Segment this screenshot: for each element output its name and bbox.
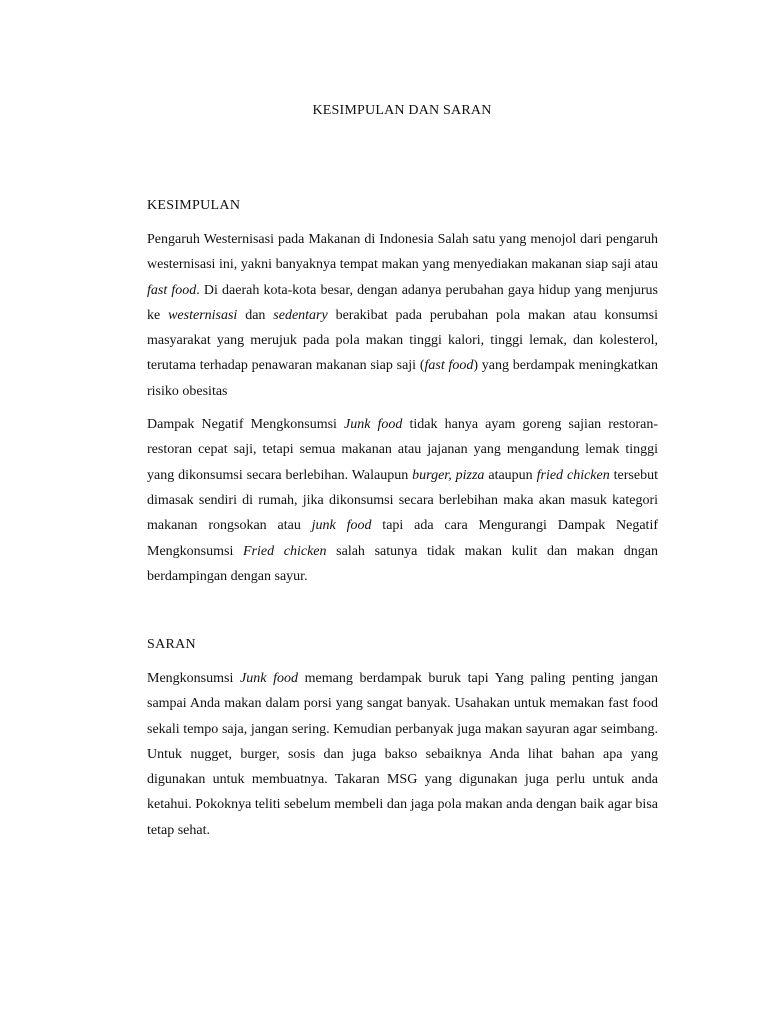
italic-text-run: westernisasi (168, 307, 238, 323)
section-saran (147, 636, 658, 843)
document-title: KESIMPULAN DAN SARAN (312, 103, 492, 118)
text-run: Pengaruh Westernisasi pada Makanan di Indonesia Salah satu yang menojol dari pengaruh westernisasi ini, yakni banyaknya tempat makan yang menyediakan makanan siap saji atau (147, 232, 658, 273)
text-run: Dampak Negatif Mengkonsumsi (147, 417, 345, 433)
italic-text-run: fast food (424, 358, 474, 374)
section-kesimpulan (147, 197, 658, 589)
italic-text-run: sedentary (273, 307, 328, 323)
text-run: tersebut dimasak sendiri di rumah, jika dikonsumsi secara berlebihan maka akan masuk kategori makanan rongsokan atau (147, 467, 658, 534)
text-run: tapi ada cara Mengurangi Dampak Negatif Mengkonsumsi (147, 518, 658, 559)
text-run: . Di daerah kota-kota besar, dengan adanya perubahan gaya hidup yang menjurus ke (147, 282, 658, 323)
text-run: berakibat pada perubahan pola makan atau konsumsi masyarakat yang merujuk pada pola makan tinggi kalori, tinggi lemak, dan kolesterol, terutama terhadap penawaran makanan siap saji ( (147, 307, 659, 374)
italic-text-run: Fried chicken (243, 543, 327, 559)
italic-text-run: Junk food (240, 671, 298, 686)
italic-text-run: fried chicken (536, 467, 610, 483)
text-run: dan (237, 307, 274, 323)
section-heading-kesimpulan: KESIMPULAN (147, 198, 241, 213)
italic-text-run: junk food (311, 518, 372, 534)
italic-text-run: Junk food (344, 417, 403, 433)
text-run: ) yang berdampak meningkatkan risiko obesitas (147, 358, 658, 399)
paragraph (147, 227, 658, 404)
text-run: salah satunya tidak makan kulit dan makan dngan berdampingan dengan sayur. (147, 543, 658, 584)
paragraph (147, 412, 658, 589)
text-run: ataupun (484, 467, 537, 483)
text-run: Mengkonsumsi (147, 671, 240, 686)
text-run: memang berdampak buruk tapi Yang paling penting jangan sampai Anda makan dalam porsi yang sangat banyak. Usahakan untuk memakan fast food sekali tempo saja, jangan sering. Kemudian perbanyak juga makan sayuran agar seimbang. Untuk nugget, burger, sosis dan juga bakso sebaiknya Anda lihat bahan apa yang digunakan untuk membuatnya. Takaran MSG yang digunakan juga perlu untuk anda ketahui. Pokoknya teliti sebelum membeli dan jaga pola makan anda dengan baik agar bisa tetap sehat. (147, 671, 658, 838)
italic-text-run: fast food (147, 282, 197, 298)
text-run: tidak hanya ayam goreng sajian restoran-restoran cepat saji, tetapi semua makanan atau jajanan yang mengandung lemak tinggi yang dikonsumsi secara berlebihan. Walaupun (147, 417, 658, 483)
italic-text-run: burger, pizza (412, 467, 485, 483)
section-heading-saran: SARAN (147, 637, 196, 652)
paragraph (147, 666, 658, 843)
